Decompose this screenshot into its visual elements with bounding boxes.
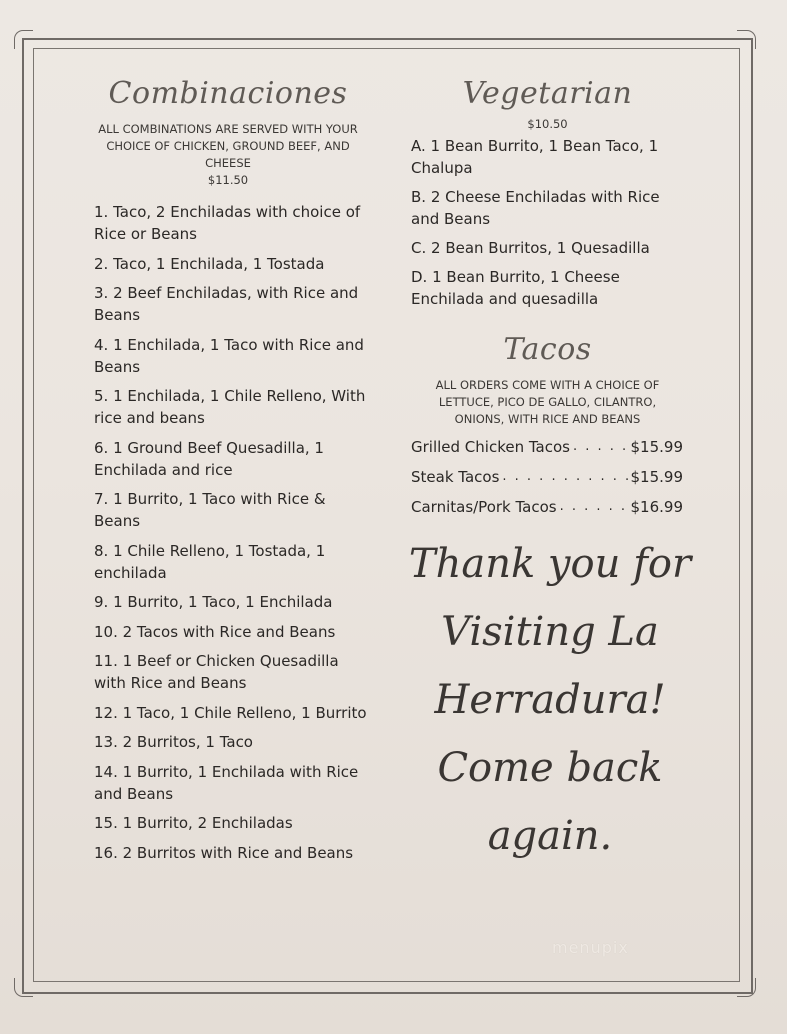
watermark-logo: menupix xyxy=(552,938,629,957)
taco-item-price: $15.99 xyxy=(630,438,683,456)
combo-item: 4. 1 Enchilada, 1 Taco with Rice and Beans xyxy=(94,335,364,376)
combo-item: 7. 1 Burrito, 1 Taco with Rice & Beans xyxy=(94,490,326,530)
corner-ornament xyxy=(737,30,756,49)
vegetarian-price: $10.50 xyxy=(527,117,568,131)
taco-item-name: Grilled Chicken Tacos xyxy=(411,438,570,456)
leader-dots xyxy=(502,466,627,488)
thank-you-line: again. xyxy=(487,813,613,859)
combinaciones-note: ALL COMBINATIONS ARE SERVED WITH YOUR CHOICE OF CHICKEN, GROUND BEEF, AND CHEESE xyxy=(98,122,358,170)
combo-item: 3. 2 Beef Enchiladas, with Rice and Beans xyxy=(94,284,359,324)
thank-you-line: Herradura! xyxy=(434,677,666,723)
combo-item: 10. 2 Tacos with Rice and Beans xyxy=(94,622,336,641)
taco-item-price: $15.99 xyxy=(630,468,683,486)
taco-item-price: $16.99 xyxy=(630,498,683,516)
combo-item: 15. 1 Burrito, 2 Enchiladas xyxy=(94,814,293,832)
taco-item xyxy=(411,466,683,488)
combo-item: 5. 1 Enchilada, 1 Chile Relleno, With rice and beans xyxy=(94,387,366,427)
thank-you-line: Thank you for xyxy=(408,541,692,587)
combo-item: 16. 2 Burritos with Rice and Beans xyxy=(94,843,354,862)
right-column xyxy=(405,76,690,518)
combo-item: 9. 1 Burrito, 1 Taco, 1 Enchilada xyxy=(94,593,333,611)
combinaciones-title: Combinaciones xyxy=(108,76,348,111)
corner-ornament xyxy=(14,30,33,49)
vegetarian-list xyxy=(405,135,690,310)
vegetarian-item: B. 2 Cheese Enchiladas with Rice and Beans xyxy=(411,188,660,228)
combo-item: 13. 2 Burritos, 1 Taco xyxy=(94,733,253,751)
leader-dots xyxy=(560,496,628,518)
combo-item: 14. 1 Burrito, 1 Enchilada with Rice and Beans xyxy=(94,762,359,803)
combinaciones-list xyxy=(88,201,368,864)
thank-you-line: Visiting La xyxy=(441,609,659,655)
thank-you-line: Come back xyxy=(437,745,663,791)
corner-ornament xyxy=(737,978,756,997)
taco-item xyxy=(411,436,683,458)
thank-you-message xyxy=(405,530,695,870)
tacos-note: ALL ORDERS COME WITH A CHOICE OF LETTUCE, PICO DE GALLO, CILANTRO, ONIONS, WITH RICE AND BEANS xyxy=(435,378,660,426)
taco-item-name: Carnitas/Pork Tacos xyxy=(411,498,557,516)
taco-item-name: Steak Tacos xyxy=(411,468,500,486)
combinaciones-section xyxy=(88,76,368,871)
leader-dots xyxy=(573,436,628,458)
combo-item: 12. 1 Taco, 1 Chile Relleno, 1 Burrito xyxy=(94,703,367,722)
vegetarian-item: D. 1 Bean Burrito, 1 Cheese Enchilada and quesadilla xyxy=(411,268,620,308)
corner-ornament xyxy=(14,978,33,997)
tacos-title: Tacos xyxy=(503,332,592,367)
taco-item xyxy=(411,496,683,518)
vegetarian-item: C. 2 Bean Burritos, 1 Quesadilla xyxy=(411,239,650,257)
combinaciones-price: $11.50 xyxy=(207,173,249,187)
combo-item: 11. 1 Beef or Chicken Quesadilla with Rice and Beans xyxy=(94,652,339,692)
combo-item: 8. 1 Chile Relleno, 1 Tostada, 1 enchilada xyxy=(94,541,326,582)
combo-item: 2. Taco, 1 Enchilada, 1 Tostada xyxy=(94,254,325,273)
combo-item: 1. Taco, 2 Enchiladas with choice of Rice or Beans xyxy=(94,203,361,243)
vegetarian-title: Vegetarian xyxy=(462,76,633,111)
vegetarian-item: A. 1 Bean Burrito, 1 Bean Taco, 1 Chalupa xyxy=(411,137,659,177)
combo-item: 6. 1 Ground Beef Quesadilla, 1 Enchilada and rice xyxy=(94,438,324,479)
